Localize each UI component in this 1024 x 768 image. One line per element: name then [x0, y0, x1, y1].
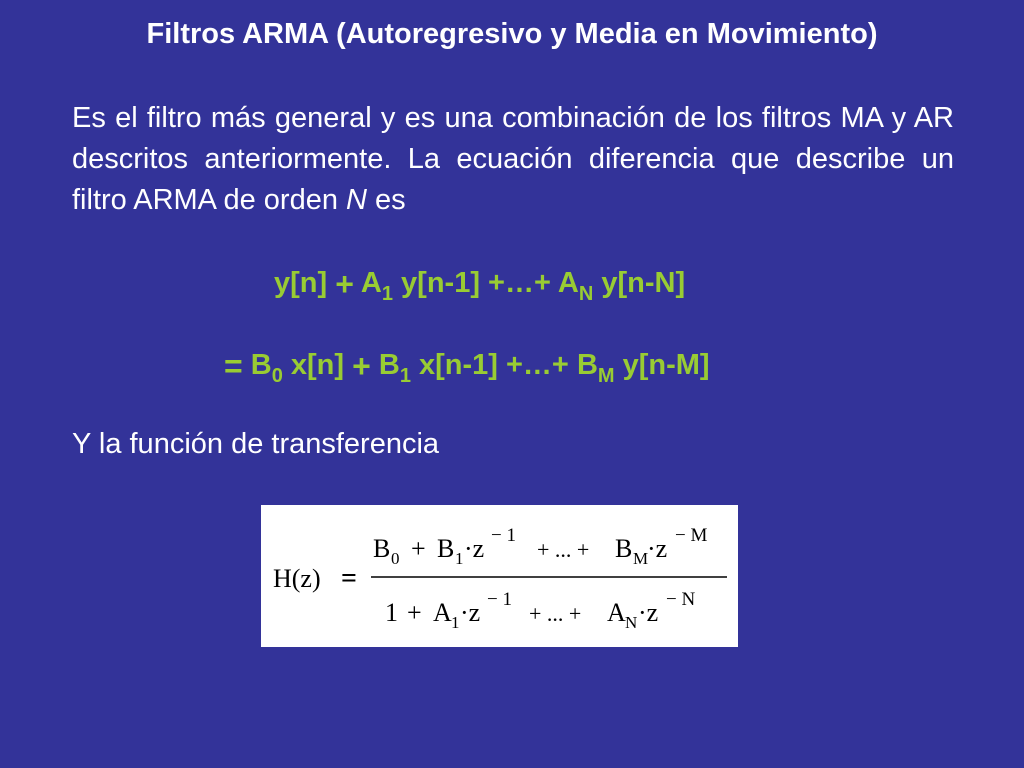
formula-equals: = [341, 563, 357, 594]
eq2-b1: B [378, 349, 400, 381]
den-expN: − N [666, 589, 696, 610]
eq2-bM-sub: M [597, 365, 615, 387]
order-variable: N [346, 184, 367, 216]
num-expM: − M [675, 525, 708, 546]
paragraph-end: es [366, 184, 406, 216]
eq1-plus: + [335, 266, 354, 302]
eq2-bM: B [576, 349, 598, 381]
eq1-aN-sub: N [578, 283, 594, 305]
slide-title: Filtros ARMA (Autoregresivo y Media en Movimiento) [146, 18, 878, 50]
den-one: 1 [385, 598, 398, 627]
eq2-b0: B [250, 349, 272, 381]
den-aN: A [607, 598, 626, 627]
eq2-term0: x[n] [282, 349, 353, 381]
num-b1-sub: 1 [455, 549, 464, 568]
formula-lhs: H(z) [273, 564, 321, 593]
description-paragraph [72, 98, 954, 221]
eq2-b0-sub: 0 [271, 365, 283, 387]
num-b0-sub: 0 [391, 549, 400, 568]
eq1-lhs: y[n] [274, 267, 328, 299]
transfer-function-formula [261, 505, 738, 647]
den-dots: + ... + [529, 601, 582, 626]
formula-svg [261, 505, 738, 647]
num-zM: ·z [647, 534, 668, 563]
eq2-term1: x[n-1] +…+ [410, 349, 577, 381]
num-plus: + [411, 534, 426, 563]
eq1-term1: y[n-1] +…+ [392, 267, 558, 299]
num-bM-sub: M [633, 549, 649, 568]
den-a1-sub: 1 [451, 613, 460, 632]
transfer-function-label: Y la función de transferencia [72, 428, 440, 460]
eq1-aN: A [557, 267, 579, 299]
num-z1: ·z [464, 534, 485, 563]
eq2-equals: = [224, 348, 243, 384]
den-aN-sub: N [625, 613, 638, 632]
eq2-plus: + [352, 348, 371, 384]
eq2-b1-sub: 1 [399, 365, 411, 387]
den-plus: + [407, 598, 422, 627]
num-b1: B [437, 534, 455, 563]
den-exp1: − 1 [487, 589, 512, 610]
eq2-term2: y[n-M] [614, 349, 710, 381]
eq1-a1-sub: 1 [381, 283, 393, 305]
num-dots: + ... + [537, 537, 590, 562]
difference-equation-rhs [224, 345, 710, 387]
den-z1: ·z [460, 598, 481, 627]
num-exp1: − 1 [491, 525, 516, 546]
eq1-term2: y[n-N] [593, 267, 686, 299]
paragraph-text: Es el filtro más general y es una combinación de los filtros MA y AR descritos anteriormente. La ecuación diferencia que describe un filtro ARMA de orden [72, 102, 954, 216]
num-bM: B [615, 534, 633, 563]
eq1-a1: A [360, 267, 382, 299]
den-zN: ·z [638, 598, 659, 627]
difference-equation-lhs [274, 263, 686, 305]
den-a1: A [433, 598, 452, 627]
num-b0: B [373, 534, 391, 563]
